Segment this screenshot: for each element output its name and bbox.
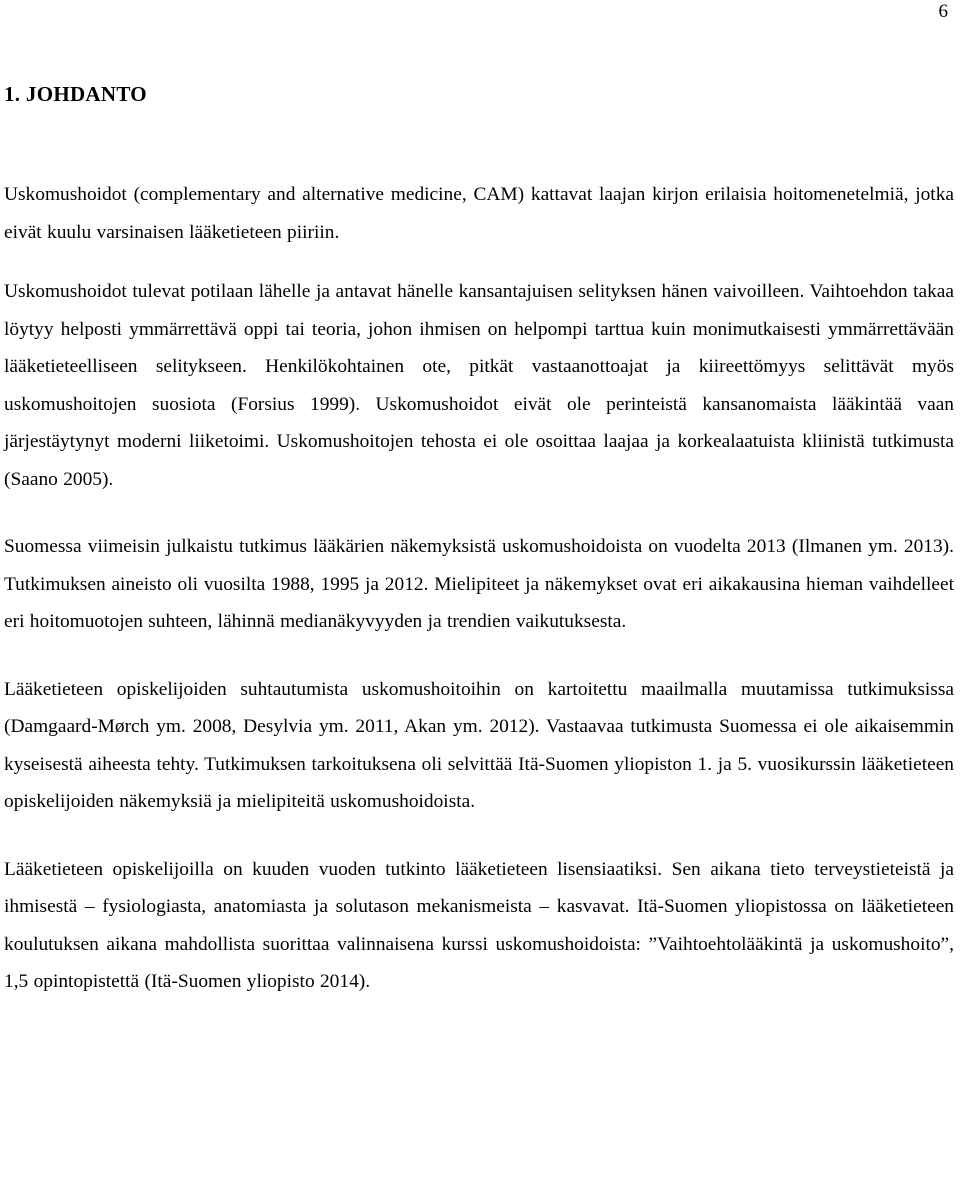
paragraph-medical-education: Lääketieteen opiskelijoilla on kuuden vuoden tutkinto lääketieteen lisensiaatiksi. Sen aikana tieto terveystieteistä ja ihmisestä – fysiologiasta, anatomiasta ja solutason mekanismeista – kasvavat. Itä-Suomen yliopistossa on lääketieteen koulutuksen aikana mahdollista suorittaa valinnaisena kurssi uskomushoidoista: ”Vaihtoehtolääkintä ja uskomushoito”, 1,5 opintopistettä (Itä-Suomen yliopisto 2014).	[4, 858, 954, 992]
paragraph-cam-appeal: Uskomushoidot tulevat potilaan lähelle ja antavat hänelle kansantajuisen selityksen hänen vaivoilleen. Vaihtoehdon takaa löytyy helposti ymmärrettävä oppi tai teoria, johon ihmisen on helpompi tarttua kuin monimutkaisesti ymmärrettävään lääketieteelliseen selitykseen. Henkilökohtainen ote, pitkät vastaanottoajat ja kiireettömyys selittävät myös uskomushoitojen suosiota (Forsius 1999). Uskomushoidot eivät ole perinteistä kansanomaista lääkintää vaan järjestäytynyt moderni liiketoimi. Uskomushoitojen tehosta ei ole osoittaa laajaa ja korkealaatuista kliinistä tutkimusta (Saano 2005).	[4, 281, 954, 490]
body-text	[4, 176, 954, 1001]
paragraph-physician-views: Suomessa viimeisin julkaistu tutkimus lääkärien näkemyksistä uskomushoidoista on vuodelta 2013 (Ilmanen ym. 2013). Tutkimuksen aineisto oli vuosilta 1988, 1995 ja 2012. Mielipiteet ja näkemykset ovat eri aikakausina hieman vaihdelleet eri hoitomuotojen suhteen, lähinnä medianäkyvyyden ja trendien vaikutuksesta.	[4, 536, 954, 632]
paragraph-student-attitudes: Lääketieteen opiskelijoiden suhtautumista uskomushoitoihin on kartoitettu maailmalla muutamissa tutkimuksissa (Damgaard-Mørch ym. 2008, Desylvia ym. 2011, Akan ym. 2012). Vastaavaa tutkimusta Suomessa ei ole aikaisemmin kyseisestä aiheesta tehty. Tutkimuksen tarkoituksena oli selvittää Itä-Suomen yliopiston 1. ja 5. vuosikurssin lääketieteen opiskelijoiden näkemyksiä ja mielipiteitä uskomushoidoista.	[4, 678, 954, 812]
page-number: 6	[938, 1, 948, 22]
chapter-heading: 1. JOHDANTO	[4, 82, 147, 106]
paragraph-intro: Uskomushoidot (complementary and alternative medicine, CAM) kattavat laajan kirjon erilaisia hoitomenetelmiä, jotka eivät kuulu varsinaisen lääketieteen piiriin.	[4, 184, 954, 243]
